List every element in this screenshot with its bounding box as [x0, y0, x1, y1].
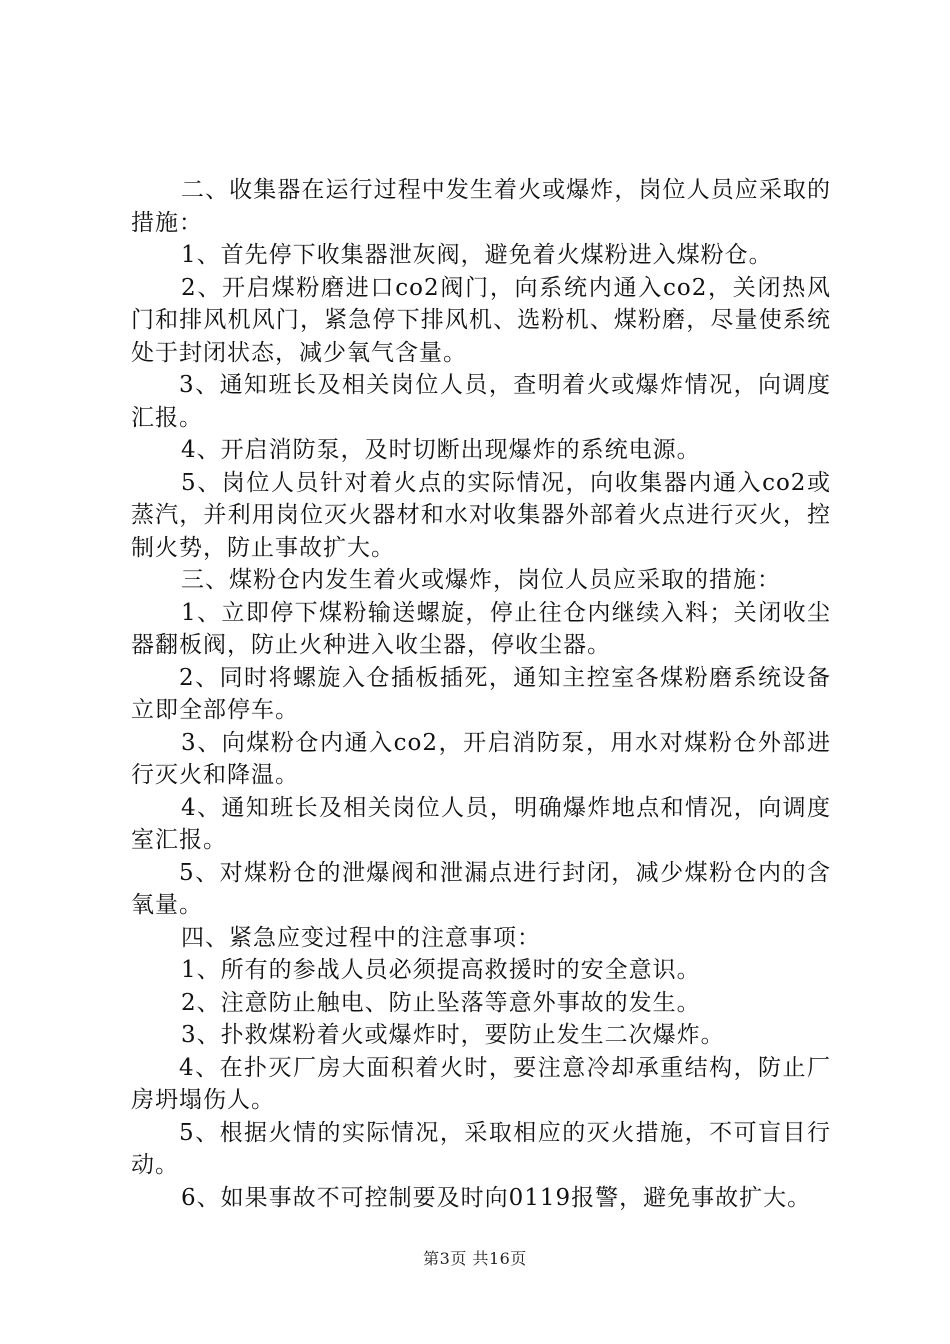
section-heading-3: 三、煤粉仓内发生着火或爆炸，岗位人员应采取的措施： — [181, 567, 781, 593]
section-heading-4: 四、紧急应变过程中的注意事项： — [181, 924, 541, 951]
paragraph: 3、扑救煤粉着火或爆炸时，要防止发生二次爆炸。 — [181, 1022, 725, 1048]
paragraph: 3、向煤粉仓内通入co2，开启消防泵，用水对煤粉仓外部进行灭火和降温。 — [131, 729, 831, 788]
paragraph: 5、岗位人员针对着火点的实际情况，向收集器内通入co2或蒸汽，并利用岗位灭火器材和水对收集器外部着火点进行灭火，控制火势，防止事故扩大。 — [131, 469, 831, 561]
section-heading-2: 二、收集器在运行过程中发生着火或爆炸，岗位人员应采取的措施： — [131, 177, 831, 236]
paragraph: 3、通知班长及相关岗位人员，查明着火或爆炸情况，向调度汇报。 — [131, 372, 831, 431]
paragraph: 5、根据火情的实际情况，采取相应的灭火措施，不可盲目行动。 — [131, 1119, 831, 1178]
paragraph: 1、首先停下收集器泄灰阀，避免着火煤粉进入煤粉仓。 — [181, 242, 773, 268]
paragraph: 4、开启消防泵，及时切断出现爆炸的系统电源。 — [181, 437, 701, 463]
paragraph: 1、立即停下煤粉输送螺旋，停止往仓内继续入料；关闭收尘器翻板阀，防止火种进入收尘器，停收尘器。 — [131, 599, 831, 658]
paragraph: 4、通知班长及相关岗位人员，明确爆炸地点和情况，向调度室汇报。 — [131, 794, 831, 853]
page-number-footer: 第3页 共16页 — [423, 1249, 527, 1268]
paragraph: 2、同时将螺旋入仓插板插死，通知主控室各煤粉磨系统设备立即全部停车。 — [131, 664, 831, 723]
document-body — [131, 174, 831, 1214]
paragraph: 2、注意防止触电、防止坠落等意外事故的发生。 — [181, 989, 701, 1016]
paragraph: 2、开启煤粉磨进口co2阀门，向系统内通入co2，关闭热风门和排风机风门，紧急停下排风机、选粉机、煤粉磨，尽量使系统处于封闭状态，减少氧气含量。 — [131, 274, 831, 366]
paragraph: 6、如果事故不可控制要及时向0119报警，避免事故扩大。 — [181, 1184, 812, 1211]
paragraph: 5、对煤粉仓的泄爆阀和泄漏点进行封闭，减少煤粉仓内的含氧量。 — [131, 859, 831, 918]
paragraph: 1、所有的参战人员必须提高救援时的安全意识。 — [181, 957, 701, 983]
paragraph: 4、在扑灭厂房大面积着火时，要注意冷却承重结构，防止厂房坍塌伤人。 — [131, 1054, 831, 1113]
